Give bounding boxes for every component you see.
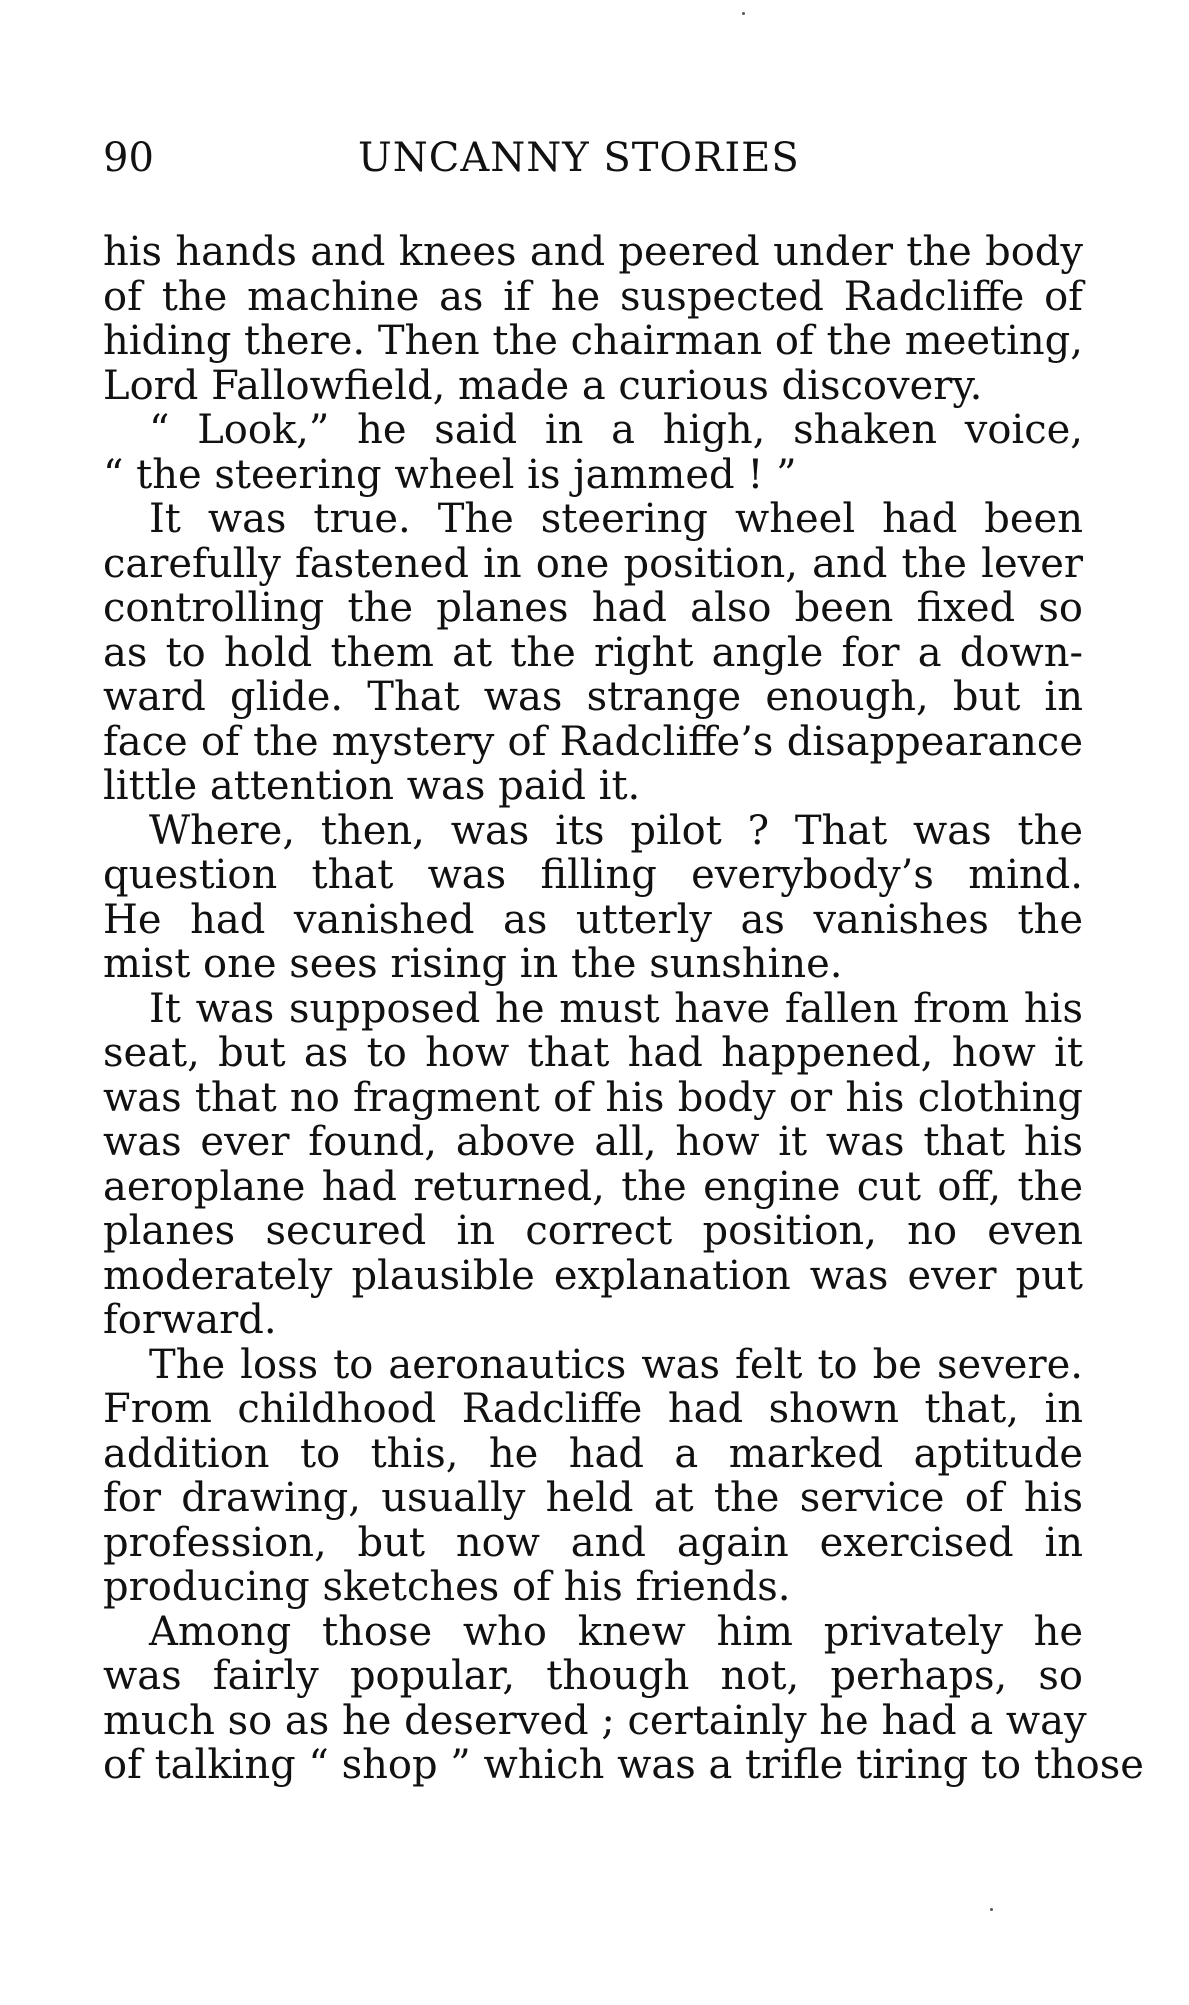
paragraph [103,230,1083,408]
text-line: Where, then, was its pilot ? That was the [149,807,1083,854]
text-line: for drawing, usually held at the service of his [103,1475,1083,1521]
text-line: “ Look,” he said in a high, shaken voice, [149,407,1083,453]
text-line: addition to this, he had a marked aptitude [103,1430,1083,1477]
text-line: face of the mystery of Radcliffe’s disappearance [103,718,1083,765]
text-line: producing sketches of his friends. [103,1564,791,1610]
print-speck [742,12,745,15]
paragraph [103,497,1083,809]
text-line: Among those who knew him privately he [149,1608,1083,1655]
page-number: 90 [103,135,154,181]
text-line: aeroplane had returned, the engine cut off, the [103,1163,1083,1210]
text-line: profession, but now and again exercised in [103,1519,1083,1566]
text-line: ward glide. That was strange enough, but in [103,674,1083,720]
text-line: planes secured in correct position, no even [103,1208,1083,1254]
text-line: was ever found, above all, how it was that his [103,1119,1083,1165]
text-line: controlling the planes had also been fixed so [103,585,1083,631]
text-line: From childhood Radcliffe had shown that, in [103,1386,1083,1432]
paragraph [103,1343,1083,1610]
text-line: It was true. The steering wheel had been [149,496,1083,542]
text-line: was fairly popular, though not, perhaps, so [103,1653,1083,1699]
text-line: He had vanished as utterly as vanishes the [103,896,1083,943]
paragraph [103,408,1083,497]
text-line: of talking “ shop ” which was a trifle tiring to those [103,1742,1144,1788]
text-line: It was supposed he must have fallen from his [149,985,1083,1032]
body-text [103,229,1144,1788]
text-line: Lord Fallowfield, made a curious discovery. [103,362,983,409]
text-line: carefully fastened in one position, and the lever [103,540,1083,587]
text-line: little attention was paid it. [103,763,641,809]
text-line: of the machine as if he suspected Radcliffe of [103,273,1083,320]
text-line: mist one sees rising in the sunshine. [103,941,843,987]
text-line: as to hold them at the right angle for a down- [103,629,1083,676]
text-line: forward. [103,1297,277,1343]
text-line: was that no fragment of his body or his clothing [103,1074,1083,1121]
running-head [103,128,1083,188]
text-line: his hands and knees and peered under the body [103,229,1083,275]
text-line: much so as he deserved ; certainly he had a way [103,1697,1087,1744]
running-title: UNCANNY STORIES [358,135,800,181]
text-line: hiding there. Then the chairman of the meeting, [103,318,1083,364]
paragraph [103,809,1083,987]
text-line: question that was filling everybody’s mind. [103,852,1083,898]
text-line: The loss to aeronautics was felt to be severe. [149,1341,1083,1388]
text-line: moderately plausible explanation was ever put [103,1252,1083,1299]
text-line: seat, but as to how that had happened, how it [103,1030,1083,1076]
paragraph [103,1608,1144,1788]
paragraph [103,987,1083,1343]
print-speck [990,1908,993,1911]
text-line: “ the steering wheel is jammed ! ” [103,451,797,498]
